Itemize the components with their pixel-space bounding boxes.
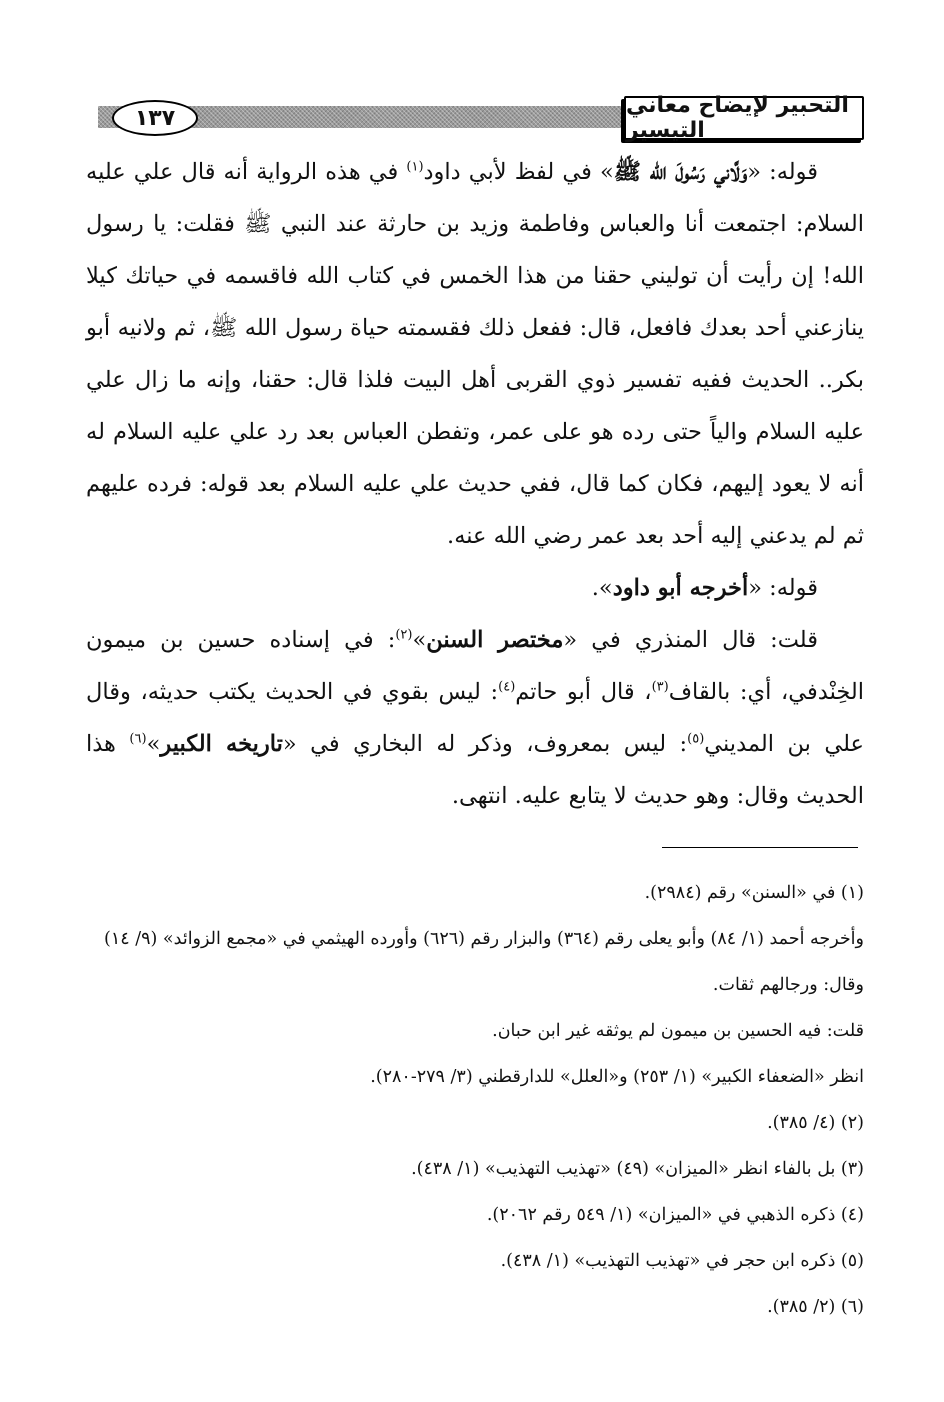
page-header [98,93,864,143]
footnote-ref-6: (٦) [129,731,147,747]
footnote-2: (٢) (٤/ ٣٨٥). [767,1113,864,1133]
footnote-1-continued: وأخرجه أحمد (١/ ٨٤) وأبو يعلى رقم (٣٦٤) والبزار رقم (٦٢٦) وأورده الهيثمي في «مجمع الزوائد» (٩/ ١٤) وقال: ورجالهم ثقات. [104,929,864,995]
footnote-6: (٦) (٢/ ٣٨٥). [767,1297,864,1317]
footnote-1-note: قلت: فيه الحسين بن ميمون لم يوثقه غير ابن حبان. [492,1021,864,1041]
page-number: ١٣٧ [112,100,198,136]
book-title: التحبير لإيضاح معاني التيسير [624,96,864,140]
footnote-ref-5: (٥) [687,731,705,747]
footnote-divider [662,847,858,848]
footnote-1-reference: انظر «الضعفاء الكبير» (١/ ٢٥٣) و«العلل» للدارقطني (٣/ ٢٧٩-٢٨٠). [370,1067,864,1087]
footnote-ref-2: (٢) [395,627,413,643]
footnote-4: (٤) ذكره الذهبي في «الميزان» (١/ ٥٤٩ رقم ٢٠٦٢). [486,1205,864,1225]
footnote-ref-3: (٣) [651,679,669,695]
main-text [86,146,864,822]
footnotes [86,870,864,1330]
footnote-5: (٥) ذكره ابن حجر في «تهذيب التهذيب» (١/ ٤٣٨). [500,1251,864,1271]
paragraph-2: قوله: «أخرجه أبو داود». [591,575,818,601]
paragraph-3: قلت: قال المنذري في «مختصر السنن»$^{(٢)}$: في إسناده حسين بن ميمون الخِنْدفي، أي: بالقاف$^{(٣)}$، قال أبو حاتم$^{(٤)}$: ليس بقوي في الحديث يكتب حديثه، وقال علي بن المديني$^{(٥)}$: ليس بمعروف، وذكر له البخاري في «تاريخه الكبير»$^{(٦)}$ هذا الحديث وقال: وهو حديث لا يتابع عليه. انتهى. [86,627,864,809]
footnote-1: (١) في «السنن» رقم (٢٩٨٤). [644,883,864,903]
paragraph-1: قوله: «وَلَّاني رَسُولَ الله ﷺ» في لفظ لأبي داود$^{(١)}$ في هذه الرواية أنه قال علي عليه السلام: اجتمعت أنا والعباس وفاطمة وزيد بن حارثة عند النبي ﷺ فقلت: يا رسول الله! إن رأيت أن توليني حقنا من هذا الخمس في كتاب الله فاقسمه في حياتك كيلا ينازعني أحد بعدك فافعل، قال: ففعل ذلك فقسمته حياة رسول الله ﷺ، ثم ولانيه أبو بكر.. الحديث ففيه تفسير ذوي القربى أهل البيت فلذا قال: حقنا، وإنه ما زال علي عليه السلام والياً حتى رده هو على عمر، وتفطن العباس بعد رد علي عليه السلام له أنه لا يعود إليهم، فكان كما قال، ففي حديث علي عليه السلام بعد قوله: فرده عليهم ثم لم يدعني إليه أحد بعد عمر رضي الله عنه. [86,159,864,549]
footnote-ref-1: (١) [406,159,424,175]
footnote-ref-4: (٤) [498,679,516,695]
footnote-3: (٣) بل بالفاء انظر «الميزان» (٤٩) «تهذيب التهذيب» (١/ ٤٣٨). [411,1159,864,1179]
